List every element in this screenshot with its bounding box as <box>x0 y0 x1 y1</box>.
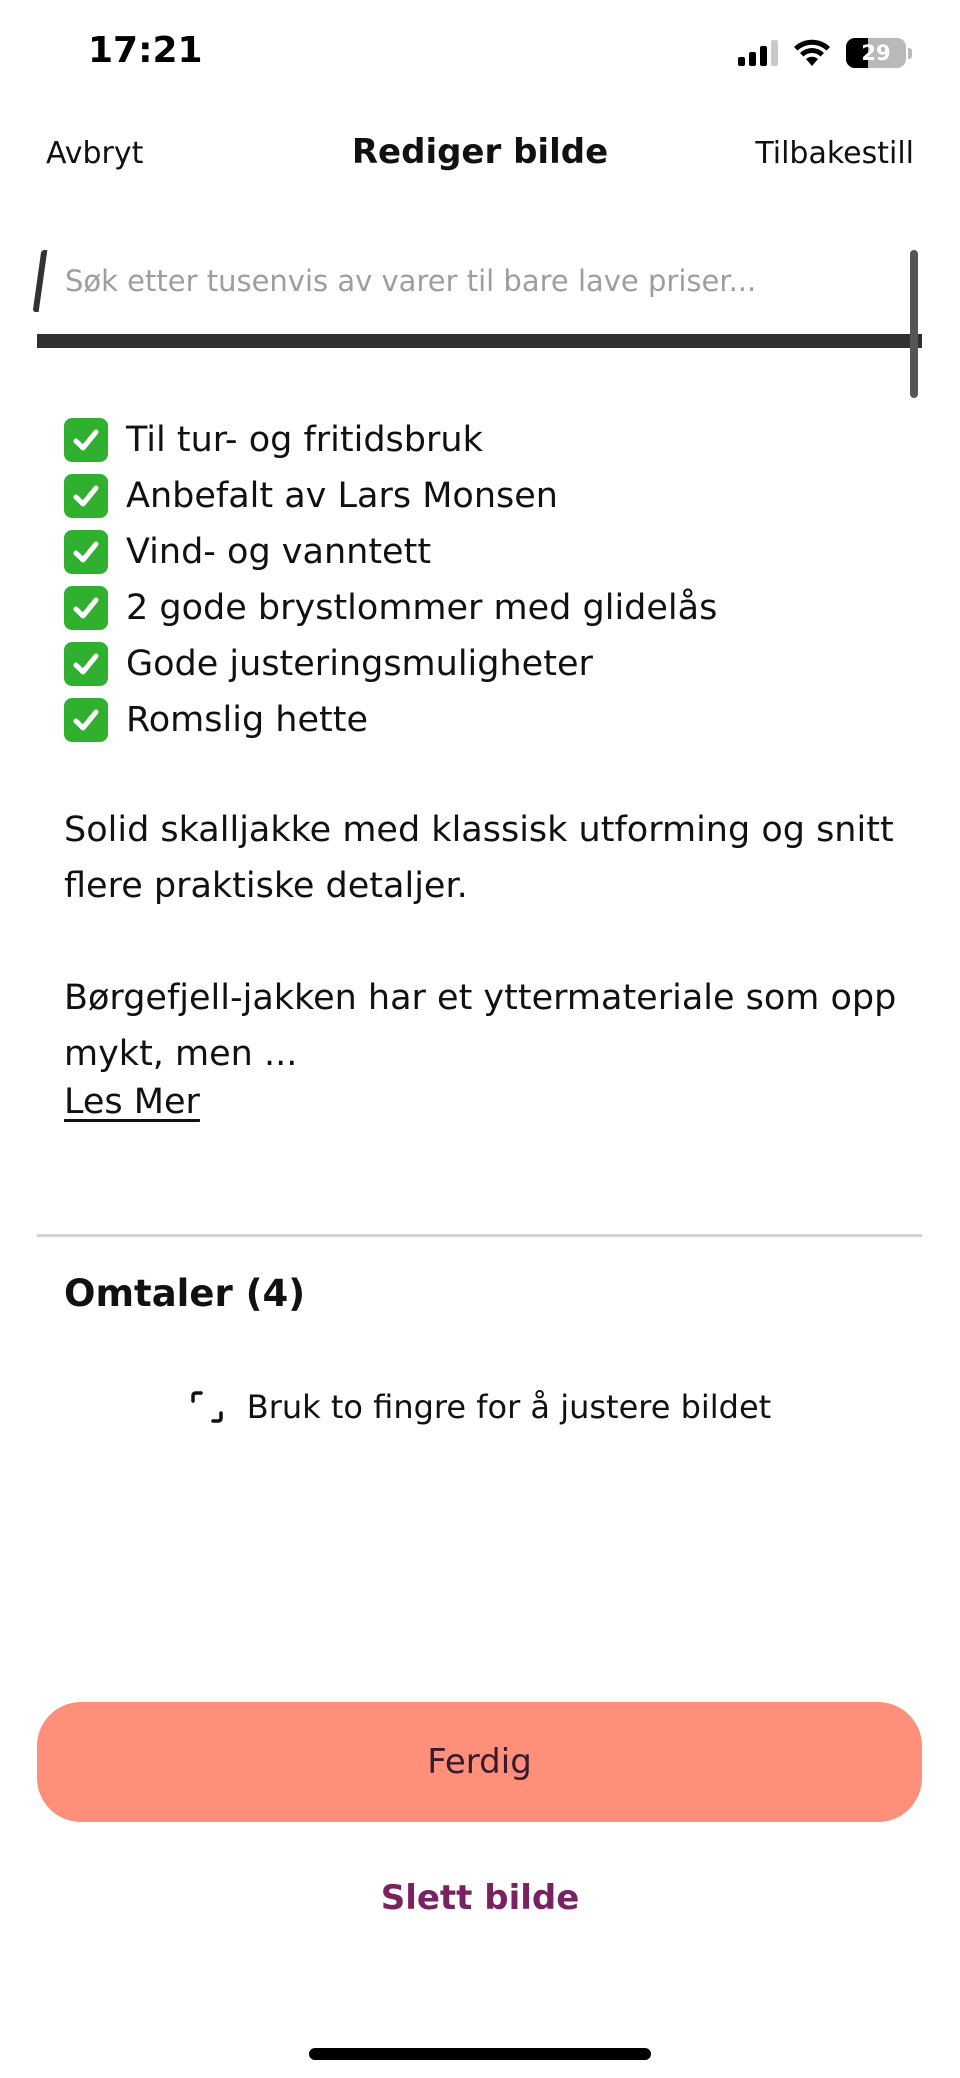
search-field-edge <box>33 250 48 312</box>
feature-text: Vind- og vanntett <box>126 532 432 572</box>
divider <box>37 1234 922 1237</box>
list-item <box>64 524 717 580</box>
search-field-container <box>37 250 922 350</box>
list-item <box>64 468 717 524</box>
check-mark-icon <box>64 586 108 630</box>
list-item <box>64 580 717 636</box>
search-underline <box>37 334 922 348</box>
feature-text: Til tur- og fritidsbruk <box>126 420 483 460</box>
feature-text: Gode justeringsmuligheter <box>126 644 593 684</box>
description-line: mykt, men ... <box>64 1034 298 1074</box>
done-button[interactable]: Ferdig <box>37 1702 922 1822</box>
check-mark-icon <box>64 418 108 462</box>
feature-text: 2 gode brystlommer med glidelås <box>126 588 718 628</box>
hint-text: Bruk to fingre for å justere bildet <box>246 1388 772 1426</box>
battery-level: 29 <box>861 41 891 65</box>
battery-icon <box>846 38 906 68</box>
read-more-link[interactable]: Les Mer <box>64 1082 200 1122</box>
description-line: Børgefjell-jakken har et yttermateriale som opp <box>64 978 897 1018</box>
list-item <box>64 636 717 692</box>
status-time: 17:21 <box>88 30 203 71</box>
check-mark-icon <box>64 530 108 574</box>
list-item <box>64 412 717 468</box>
feature-list <box>64 412 717 748</box>
feature-text: Anbefalt av Lars Monsen <box>126 476 558 516</box>
delete-image-button[interactable]: Slett bilde <box>380 1878 580 1918</box>
check-mark-icon <box>64 474 108 518</box>
pinch-crop-icon <box>189 1389 225 1425</box>
page-title: Rediger bilde <box>351 132 609 172</box>
cancel-button[interactable]: Avbryt <box>46 136 144 171</box>
feature-text: Romslig hette <box>126 700 368 740</box>
wifi-icon <box>792 38 832 68</box>
status-icons <box>738 36 912 70</box>
list-item <box>64 692 717 748</box>
check-mark-icon <box>64 642 108 686</box>
home-indicator[interactable] <box>309 2048 651 2060</box>
search-input[interactable] <box>65 264 865 298</box>
description-paragraph-1 <box>64 802 934 914</box>
scroll-indicator[interactable] <box>910 250 918 398</box>
reset-button[interactable]: Tilbakestill <box>755 136 914 171</box>
battery-tip <box>908 48 912 59</box>
check-mark-icon <box>64 698 108 742</box>
description-line: Solid skalljakke med klassisk utforming og snitt <box>64 810 894 850</box>
reviews-heading: Omtaler (4) <box>64 1272 306 1315</box>
signal-icon <box>738 40 778 66</box>
description-paragraph-2 <box>64 970 934 1082</box>
description-line: flere praktiske detaljer. <box>64 866 468 906</box>
pinch-hint <box>0 1388 960 1426</box>
